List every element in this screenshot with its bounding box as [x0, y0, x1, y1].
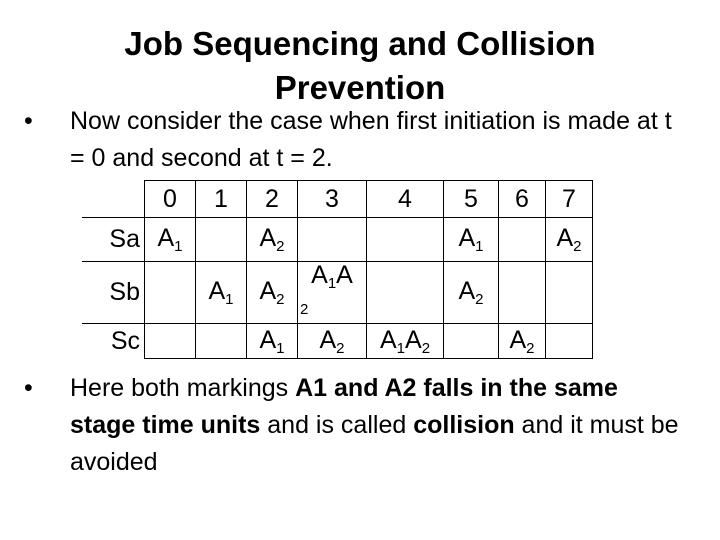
header-cell-1: 1 [196, 181, 247, 218]
bold-word-collision: collision [413, 411, 515, 439]
header-row [82, 181, 593, 218]
bullet-text-1: Now consider the case when first initiation is made at t = 0 and second at t = 2. [70, 107, 672, 172]
cell-sa-t4 [367, 218, 444, 262]
cell-sb-t5: $A_2$ [444, 262, 499, 324]
cell-sb-t0 [145, 262, 196, 324]
header-cell-2: 2 [247, 181, 298, 218]
table-row-sb [82, 262, 593, 324]
cell-sc-t4: $A_1A_2$ [367, 324, 444, 359]
row-label-sa: Sa [82, 218, 145, 262]
cell-sc-t7 [546, 324, 593, 359]
row-label-sc: Sc [82, 324, 145, 359]
cell-sb-t7 [546, 262, 593, 324]
slide-title: Job Sequencing and Collision Prevention [124, 25, 596, 106]
cell-sc-t2: $A_1$ [247, 324, 298, 359]
corner-cell [82, 181, 145, 218]
cell-sa-t0: $A_1$ [145, 218, 196, 262]
cell-sa-t6 [499, 218, 546, 262]
cell-sa-t3 [298, 218, 367, 262]
bullet-dot: • [24, 374, 33, 402]
cell-sc-t3: $A_2$ [298, 324, 367, 359]
cell-sa-t7: $A_2$ [546, 218, 593, 262]
cell-sc-t0 [145, 324, 196, 359]
cell-sa-t1 [196, 218, 247, 262]
cell-sa-t5: $A_1$ [444, 218, 499, 262]
cell-sc-t5 [444, 324, 499, 359]
cell-sb-t4 [367, 262, 444, 324]
header-cell-3: 3 [298, 181, 367, 218]
header-cell-0: 0 [145, 181, 196, 218]
cell-sc-t6: $A_2$ [499, 324, 546, 359]
table-row-sa [82, 218, 593, 262]
header-cell-6: 6 [499, 181, 546, 218]
cell-sb-t3: $A_1A$ 2 [298, 262, 367, 324]
cell-sc-t1 [196, 324, 247, 359]
bold-phrase-stage: A1 and A2 falls in the same stage time units [70, 374, 618, 439]
header-cell-7: 7 [546, 181, 593, 218]
bullet-text-2: Here both markings A1 and A2 falls in the same stage time units and is called collision and it must be avoided [70, 374, 679, 476]
reservation-table [82, 180, 593, 359]
cell-sb-t2: $A_2$ [247, 262, 298, 324]
header-cell-5: 5 [444, 181, 499, 218]
header-cell-4: 4 [367, 181, 444, 218]
table-row-sc [82, 324, 593, 359]
cell-sb-t6 [499, 262, 546, 324]
cell-sa-t2: $A_2$ [247, 218, 298, 262]
cell-sb-t1: $A_1$ [196, 262, 247, 324]
row-label-sb: Sb [82, 262, 145, 324]
bullet-dot: • [24, 107, 33, 135]
